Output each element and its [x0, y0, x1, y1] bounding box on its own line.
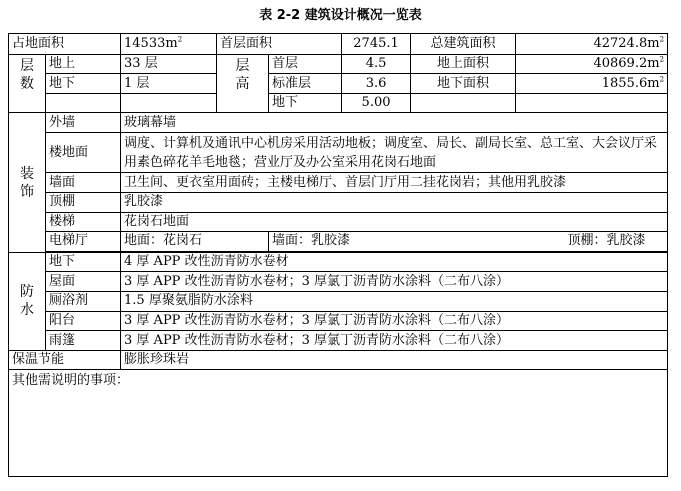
height-value-basement: 5.00 [342, 93, 411, 113]
waterproofing-balcony-label: 阳台 [46, 311, 121, 331]
decoration-floor-value: 调度、计算机及通讯中心机房采用活动地板；调度室、局长、副局长室、总工室、大会议厅采用素色碎花羊毛地毯；营业厅及办公室采用花岗石地面 [121, 133, 668, 173]
empty-cell [516, 93, 668, 113]
height-value-standard-floor: 3.6 [342, 74, 411, 94]
waterproofing-roof-value: 3 厚 APP 改性沥青防水卷材；3 厚氯丁沥青防水涂料（二布八涂） [121, 272, 668, 292]
decoration-elevator-hall-label: 电梯厅 [46, 232, 121, 252]
insulation-value: 膨胀珍珠岩 [121, 350, 668, 370]
floors-row [9, 74, 668, 94]
waterproofing-basement-label: 地下 [46, 252, 121, 272]
notes-row [9, 370, 668, 477]
below-ground-area-value: $1855.6m^2$ [516, 74, 668, 94]
height-label-basement: 地下 [269, 93, 342, 113]
decoration-row [9, 232, 668, 252]
waterproofing-row [9, 272, 668, 292]
waterproofing-bathroom-value: 1.5 厚聚氨脂防水涂料 [121, 292, 668, 312]
empty-cell [411, 93, 516, 113]
insulation-label: 保温节能 [9, 350, 121, 370]
waterproofing-row [9, 311, 668, 331]
above-ground-area-label: 地上面积 [411, 54, 516, 74]
waterproofing-row [9, 292, 668, 312]
height-label-first-floor: 首层 [269, 54, 342, 74]
floors-above-label: 地上 [46, 54, 121, 74]
decoration-row [9, 212, 668, 232]
floors-below-label: 地下 [46, 74, 121, 94]
decoration-group-label: 装 饰 [9, 113, 46, 252]
waterproofing-bathroom-label: 厕浴剂 [46, 292, 121, 312]
waterproofing-canopy-value: 3 厚 APP 改性沥青防水卷材；3 厚氯丁沥青防水涂料（二布八涂） [121, 331, 668, 351]
total-area-value: $42724.8m^2$ [516, 34, 668, 55]
decoration-row [9, 113, 668, 133]
decoration-ceiling-label: 顶棚 [46, 192, 121, 212]
decoration-floor-label: 楼地面 [46, 133, 121, 173]
waterproofing-canopy-label: 雨篷 [46, 331, 121, 351]
notes-label: 其他需说明的事项： [9, 370, 668, 477]
decoration-exterior-wall-value: 玻璃幕墙 [121, 113, 668, 133]
waterproofing-balcony-value: 3 厚 APP 改性沥青防水卷材；3 厚氯丁沥青防水涂料（二布八涂） [121, 311, 668, 331]
decoration-row [9, 173, 668, 193]
building-design-overview-table [8, 33, 668, 477]
waterproofing-roof-label: 屋面 [46, 272, 121, 292]
overview-row [9, 34, 668, 55]
waterproofing-row [9, 252, 668, 272]
decoration-stairs-label: 楼梯 [46, 212, 121, 232]
floors-group-label: 层 数 [9, 54, 46, 113]
decoration-wall-value: 卫生间、更衣室用面砖；主楼电梯厅、首层门厅用二挂花岗岩；其他用乳胶漆 [121, 173, 668, 193]
ground-floor-area-value: 2745.1 [342, 34, 411, 55]
ground-floor-area-label: 首层面积 [217, 34, 342, 55]
decoration-row [9, 133, 668, 173]
decoration-wall-label: 墙面 [46, 173, 121, 193]
total-area-label: 总建筑面积 [411, 34, 516, 55]
empty-cell [46, 93, 121, 113]
elevator-hall-floor: 地面：花岗石 [121, 232, 269, 252]
height-label-standard-floor: 标准层 [269, 74, 342, 94]
insulation-row [9, 350, 668, 370]
site-area-value: $14533m^2$ [121, 34, 217, 55]
floors-row [9, 93, 668, 113]
floor-height-group-label: 层 高 [217, 54, 269, 113]
above-ground-area-value: $40869.2m^2$ [516, 54, 668, 74]
height-value-first-floor: 4.5 [342, 54, 411, 74]
decoration-ceiling-value: 乳胶漆 [121, 192, 668, 212]
decoration-exterior-wall-label: 外墙 [46, 113, 121, 133]
below-ground-area-label: 地下面积 [411, 74, 516, 94]
waterproofing-basement-value: 4 厚 APP 改性沥青防水卷材 [121, 252, 668, 272]
elevator-hall-ceiling: 顶棚：乳胶漆 [516, 232, 668, 252]
decoration-row [9, 192, 668, 212]
site-area-label: 占地面积 [9, 34, 121, 55]
table-title: 表 2-2 建筑设计概况一览表 [259, 8, 422, 23]
decoration-stairs-value: 花岗石地面 [121, 212, 668, 232]
floors-row [9, 54, 668, 74]
waterproofing-row [9, 331, 668, 351]
floors-below-value: 1 层 [121, 74, 217, 94]
waterproofing-group-label: 防 水 [9, 252, 46, 350]
floors-above-value: 33 层 [121, 54, 217, 74]
empty-cell [121, 93, 217, 113]
elevator-hall-wall: 墙面：乳胶漆 [269, 232, 516, 252]
